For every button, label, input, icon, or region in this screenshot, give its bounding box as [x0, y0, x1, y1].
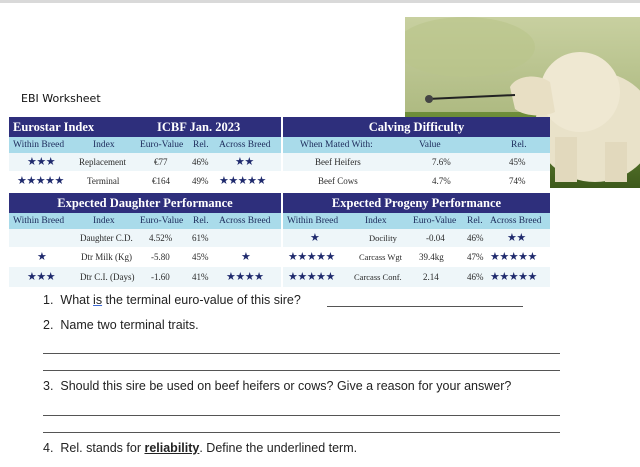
euro-value: 2.14 — [423, 272, 439, 282]
col-euro-value: Euro-Value — [140, 140, 184, 150]
col-index: Index — [93, 140, 115, 150]
index-name: Dtr C.I. (Days) — [80, 272, 135, 282]
col-value: Value — [419, 140, 441, 150]
row-bg — [9, 229, 281, 247]
within-stars: ★★★ — [27, 156, 56, 168]
daughter-subheader — [9, 213, 281, 229]
mated-with: Beef Cows — [318, 176, 358, 186]
euro-value: -5.80 — [151, 252, 170, 262]
question-number: 3. — [43, 379, 54, 393]
progeny-title: Expected Progeny Performance — [331, 196, 502, 210]
col-rel: Rel. — [193, 216, 209, 226]
rel-value: 46% — [467, 233, 484, 243]
across-stars: ★★★★★ — [490, 251, 537, 263]
col-across-breed: Across Breed — [490, 216, 542, 226]
col-index: Index — [93, 216, 115, 226]
euro-value: 39.4kg — [419, 252, 444, 262]
euro-value: 4.52% — [149, 233, 173, 243]
question-4 — [43, 441, 357, 455]
progeny-subheader — [283, 213, 550, 229]
index-name: Daughter C.D. — [80, 233, 133, 243]
ebi-table — [9, 117, 550, 291]
col-rel: Rel. — [193, 140, 209, 150]
question-text: . Define the underlined term. — [199, 441, 358, 455]
index-name: Replacement — [79, 157, 126, 167]
within-stars: ★ — [37, 251, 47, 263]
daughter-title: Expected Daughter Performance — [57, 196, 233, 210]
calving-header — [283, 117, 550, 137]
question-text: the terminal euro-value of this sire? — [102, 293, 301, 307]
col-euro-value: Euro-Value — [413, 216, 457, 226]
mated-with: Beef Heifers — [315, 157, 361, 167]
calving-title: Calving Difficulty — [368, 120, 465, 134]
col-euro-value: Euro-Value — [140, 216, 184, 226]
index-name: Docility — [369, 233, 397, 243]
answer-line[interactable] — [43, 370, 560, 371]
answer-line[interactable] — [327, 306, 523, 307]
daughter-header — [9, 193, 281, 213]
euro-value: €164 — [152, 176, 170, 186]
col-across-breed: Across Breed — [219, 140, 271, 150]
index-name: Carcass Wgt — [359, 252, 403, 262]
across-stars: ★★ — [235, 156, 254, 168]
rel-value: 47% — [467, 252, 484, 262]
rel-value: 49% — [192, 176, 209, 186]
col-index: Index — [365, 216, 387, 226]
index-name: Carcass Conf. — [354, 272, 402, 282]
across-stars: ★★★★★ — [219, 175, 266, 187]
question-text: Should this sire be used on beef heifers or cows? Give a reason for your answer? — [60, 379, 512, 393]
eurostar-header — [9, 117, 281, 137]
rel-value: 74% — [509, 176, 526, 186]
col-within-breed: Within Breed — [13, 140, 65, 150]
index-name: Terminal — [87, 176, 120, 186]
eurostar-title: Eurostar Index — [13, 120, 95, 134]
question-number: 1. — [43, 293, 54, 307]
euro-value: -1.60 — [151, 272, 170, 282]
within-stars: ★ — [310, 232, 320, 244]
question-text: Name two terminal traits. — [60, 318, 199, 332]
question-text: Rel. stands for — [60, 441, 145, 455]
rel-value: 46% — [467, 272, 484, 282]
answer-line[interactable] — [43, 415, 560, 416]
question-2 — [43, 318, 199, 332]
col-rel: Rel. — [511, 140, 527, 150]
col-mated-with: When Mated With: — [300, 140, 373, 150]
rel-value: 45% — [192, 252, 209, 262]
top-border — [0, 0, 640, 3]
question-number: 4. — [43, 441, 54, 455]
underlined-term: reliability — [144, 441, 200, 455]
euro-value: -0.04 — [426, 233, 445, 243]
col-within-breed: Within Breed — [287, 216, 339, 226]
rel-value: 46% — [192, 157, 209, 167]
question-3 — [43, 379, 511, 393]
eurostar-subheader — [9, 137, 281, 153]
within-stars: ★★★★★ — [288, 251, 335, 263]
across-stars: ★★ — [507, 232, 526, 244]
across-stars: ★ — [241, 251, 251, 263]
question-text: is — [93, 293, 103, 307]
rel-value: 61% — [192, 233, 209, 243]
index-name: Dtr Milk (Kg) — [81, 252, 132, 262]
question-number: 2. — [43, 318, 54, 332]
calving-subheader — [283, 137, 550, 153]
answer-line[interactable] — [43, 432, 560, 433]
within-stars: ★★★★★ — [17, 175, 64, 187]
rel-value: 41% — [192, 272, 209, 282]
calving-value: 7.6% — [432, 157, 451, 167]
across-stars: ★★★★ — [226, 271, 264, 283]
calving-value: 4.7% — [432, 176, 451, 186]
answer-line[interactable] — [43, 353, 560, 354]
col-within-breed: Within Breed — [13, 216, 65, 226]
question-text: What — [60, 293, 94, 307]
col-rel: Rel. — [467, 216, 483, 226]
euro-value: €77 — [154, 157, 168, 167]
within-stars: ★★★★★ — [288, 271, 335, 283]
across-stars: ★★★★★ — [490, 271, 537, 283]
worksheet-title: EBI Worksheet — [21, 92, 101, 105]
eurostar-date: ICBF Jan. 2023 — [157, 120, 241, 134]
progeny-header — [283, 193, 550, 213]
rel-value: 45% — [509, 157, 526, 167]
col-across-breed: Across Breed — [219, 216, 271, 226]
question-1 — [43, 293, 301, 307]
within-stars: ★★★ — [27, 271, 56, 283]
